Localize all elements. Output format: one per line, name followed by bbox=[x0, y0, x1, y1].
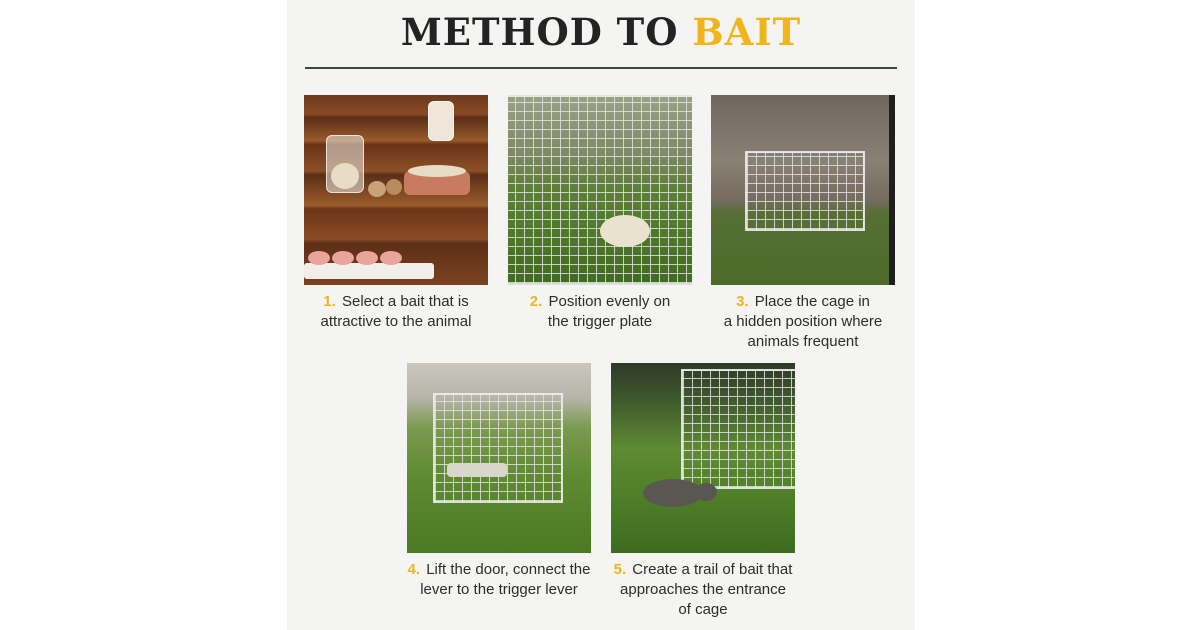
step-3 bbox=[711, 95, 895, 350]
step-5-caption: 5. Create a trail of bait that approaches the entrance of cage bbox=[613, 561, 793, 618]
step-1-caption: 1. Select a bait that is attractive to the animal bbox=[320, 293, 472, 330]
step-4-caption: 4. Lift the door, connect the lever to the trigger lever bbox=[407, 561, 591, 598]
step-2-photo bbox=[508, 95, 692, 285]
step-4-photo bbox=[407, 363, 591, 553]
title-divider bbox=[305, 67, 897, 69]
step-5-photo bbox=[611, 363, 795, 553]
step-4 bbox=[407, 363, 591, 598]
step-1-photo bbox=[304, 95, 488, 285]
title-main: METHOD TO bbox=[400, 10, 679, 54]
step-1 bbox=[304, 95, 488, 330]
title-accent: BAIT bbox=[692, 10, 802, 54]
step-2 bbox=[508, 95, 692, 330]
page-title bbox=[287, 10, 915, 54]
step-5 bbox=[611, 363, 795, 618]
step-2-caption: 2. Position evenly on the trigger plate bbox=[529, 293, 671, 330]
infographic-panel bbox=[287, 0, 915, 630]
step-3-photo bbox=[711, 95, 895, 285]
step-3-caption: 3. Place the cage in a hidden position where animals frequent bbox=[723, 293, 883, 350]
